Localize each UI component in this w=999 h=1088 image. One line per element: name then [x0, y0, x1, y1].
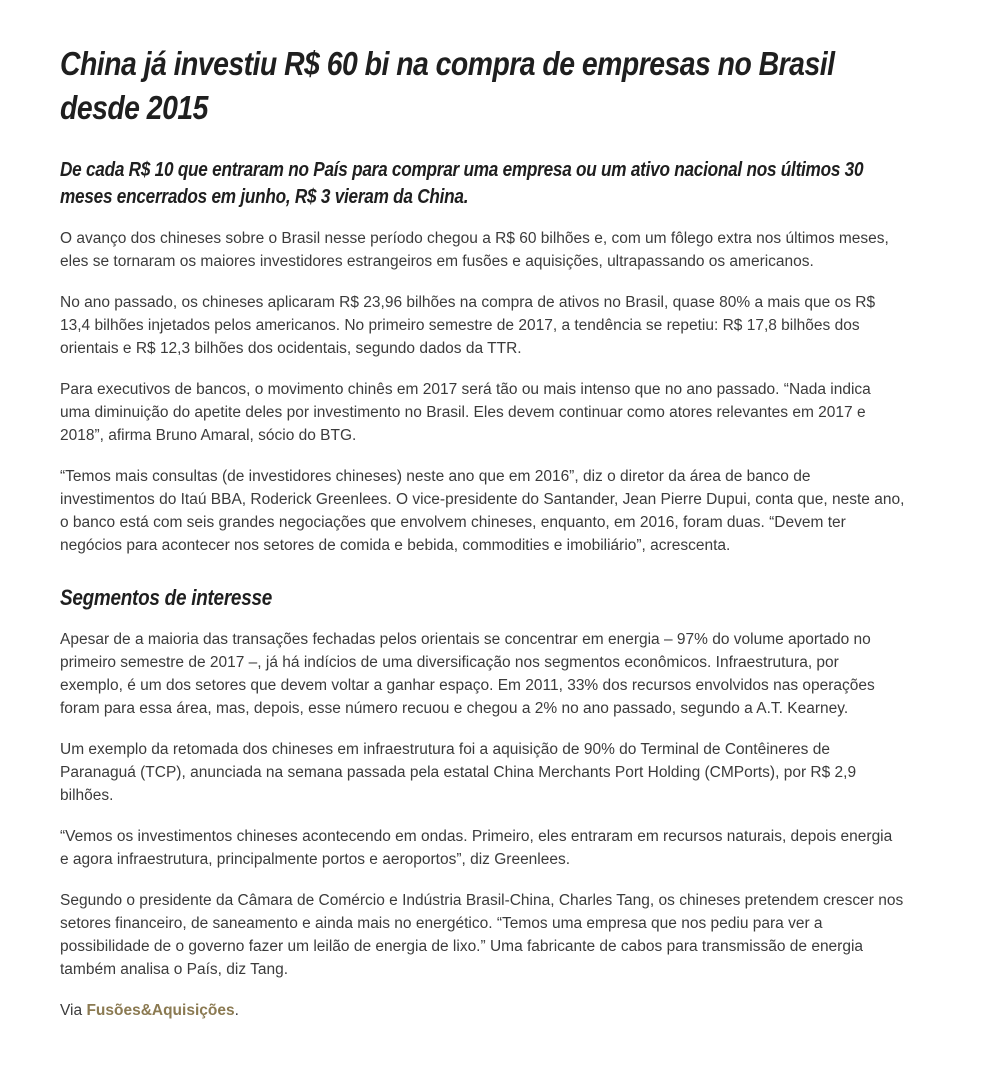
article-subheadline: De cada R$ 10 que entraram no País para comprar uma empresa ou um ativo nacional nos últimos 30 meses encerrados em junho, R$ 3 vieram da China. [60, 159, 864, 208]
article-paragraph: Para executivos de bancos, o movimento chinês em 2017 será tão ou mais intenso que no ano passado. “Nada indica uma diminuição do apetite deles por investimento no Brasil. Eles devem continuar como atores relevantes em 2017 e 2018”, afirma Bruno Amaral, sócio do BTG. [60, 381, 871, 444]
section-paragraph: Apesar de a maioria das transações fechadas pelos orientais se concentrar em energia – 97% do volume aportado no primeiro semestre de 2017 –, já há indícios de uma diversificação nos segmentos econômicos. Infraestrutura, por exemplo, é um dos setores que devem voltar a ganhar espaço. Em 2011, 33% dos recursos envolvidos nas operações foram para essa área, mas, depois, esse número recuou e chegou a 2% no ano passado, segundo a A.T. Kearney. [60, 631, 875, 717]
section-paragraph: Um exemplo da retomada dos chineses em infraestrutura foi a aquisição de 90% do Terminal de Contêineres de Paranaguá (TCP), anunciada na semana passada pela estatal China Merchants Port Holding (CMPorts), por R$ 2,9 bilhões. [60, 741, 857, 804]
source-credit [60, 999, 905, 1022]
source-prefix: Via [60, 1002, 87, 1019]
article-paragraph: O avanço dos chineses sobre o Brasil nesse período chegou a R$ 60 bilhões e, com um fôlego extra nos últimos meses, eles se tornaram os maiores investidores estrangeiros em fusões e aquisições, ultrapassando os americanos. [60, 230, 889, 270]
source-suffix: . [234, 1002, 239, 1019]
source-link[interactable]: Fusões&Aquisições [86, 1002, 235, 1019]
article-paragraph: “Temos mais consultas (de investidores chineses) neste ano que em 2016”, diz o diretor da área de banco de investimentos do Itaú BBA, Roderick Greenlees. O vice-presidente do Santander, Jean Pierre Dupui, conta que, neste ano, o banco está com seis grandes negociações que envolvem chineses, enquanto, em 2016, foram duas. “Devem ter negócios para acontecer nos setores de comida e bebida, commodities e imobiliário”, acrescenta. [60, 468, 905, 554]
article-paragraph: No ano passado, os chineses aplicaram R$ 23,96 bilhões na compra de ativos no Brasil, quase 80% a mais que os R$ 13,4 bilhões injetados pelos americanos. No primeiro semestre de 2017, a tendência se repetiu: R$ 17,8 bilhões dos orientais e R$ 12,3 bilhões dos ocidentais, segundo dados da TTR. [60, 294, 876, 357]
section-heading: Segmentos de interesse [60, 585, 272, 610]
section-paragraph: Segundo o presidente da Câmara de Comércio e Indústria Brasil-China, Charles Tang, os chineses pretendem crescer nos setores financeiro, de saneamento e ainda mais no energético. “Temos uma empresa que nos pediu para ver a possibilidade de o governo fazer um leilão de energia de lixo.” Uma fabricante de cabos para transmissão de energia também analisa o País, diz Tang. [60, 892, 904, 978]
article-headline: China já investiu R$ 60 bi na compra de empresas no Brasil desde 2015 [60, 45, 835, 126]
section-paragraph: “Vemos os investimentos chineses acontecendo em ondas. Primeiro, eles entraram em recursos naturais, depois energia e agora infraestrutura, principalmente portos e aeroportos”, diz Greenlees. [60, 828, 893, 868]
article [60, 42, 905, 1040]
